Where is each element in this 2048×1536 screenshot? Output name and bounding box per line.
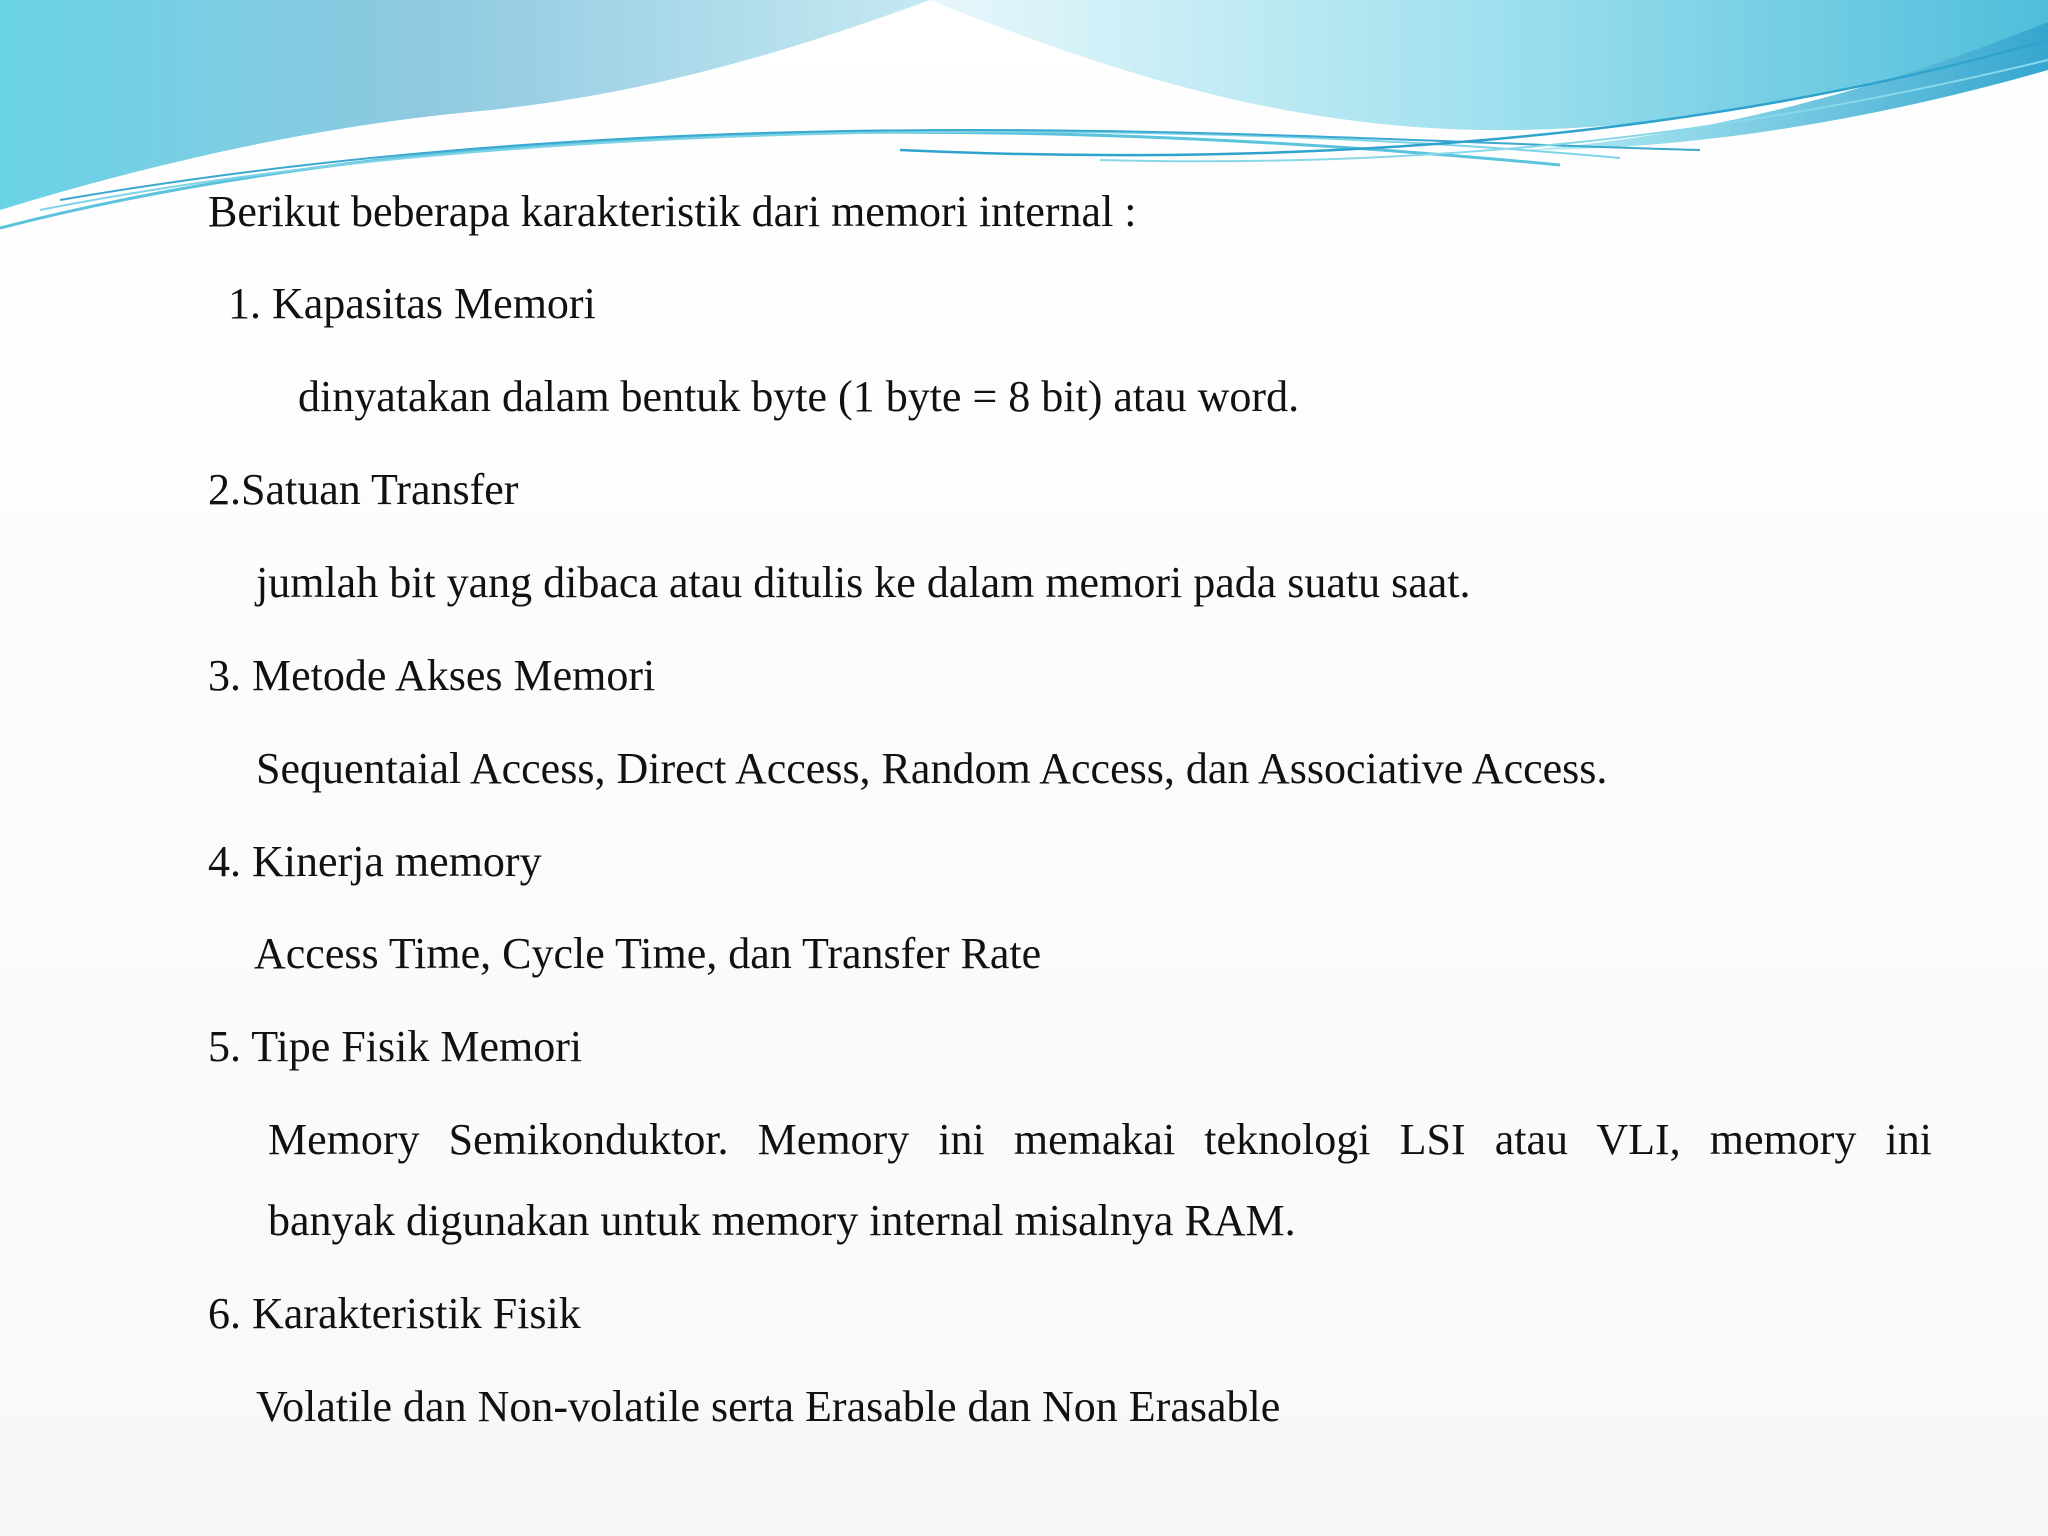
item-2-heading: 2.Satuan Transfer xyxy=(208,465,519,514)
item-4-description: Access Time, Cycle Time, dan Transfer Rate xyxy=(254,929,1042,978)
item-2-description: jumlah bit yang dibaca atau ditulis ke dalam memori pada suatu saat. xyxy=(256,558,1471,607)
item-3-description: Sequentaial Access, Direct Access, Random Access, dan Associative Access. xyxy=(256,744,1608,793)
item-6-description: Volatile dan Non-volatile serta Erasable dan Non Erasable xyxy=(256,1382,1281,1431)
item-3-heading: 3. Metode Akses Memori xyxy=(208,651,656,700)
item-5-heading: 5. Tipe Fisik Memori xyxy=(208,1022,583,1071)
item-5-description-line-2: banyak digunakan untuk memory internal misalnya RAM. xyxy=(268,1196,1296,1245)
item-5-description-line-1: Memory Semikonduktor. Memory ini memakai teknologi LSI atau VLI, memory ini xyxy=(268,1115,1932,1164)
item-1-description: dinyatakan dalam bentuk byte (1 byte = 8 bit) atau word. xyxy=(298,372,1300,421)
item-1-heading: 1. Kapasitas Memori xyxy=(228,279,596,328)
intro-text: Berikut beberapa karakteristik dari memori internal : xyxy=(208,187,1137,236)
item-4-heading: 4. Kinerja memory xyxy=(208,837,542,886)
item-6-heading: 6. Karakteristik Fisik xyxy=(208,1289,581,1338)
